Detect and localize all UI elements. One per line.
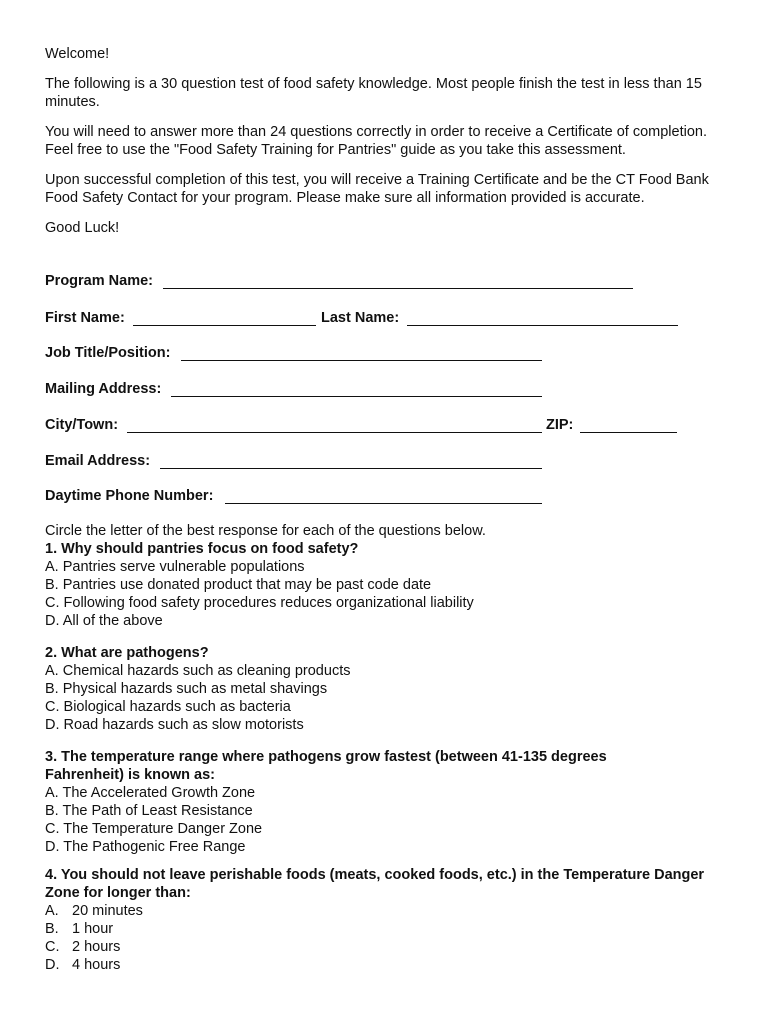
zip-underline [580,432,677,433]
phone-underline [225,503,542,504]
job-title-label: Job Title/Position: [45,345,171,361]
city-town-underline [127,432,542,433]
program-name-underline [163,288,633,289]
question-4 [45,866,705,974]
email-input[interactable] [160,452,543,468]
zip-label: ZIP: [546,417,574,433]
city-town-label: City/Town: [45,417,119,433]
first-name-underline [133,325,316,326]
option-d[interactable]: D. The Pathogenic Free Range [45,839,246,855]
intro-section [45,45,725,249]
intro-paragraph-3: Upon successful completion of this test, you will receive a Training Certificate and be the CT Food Bank Food Safety Contact for your program. Please make sure all information provided is accurate. [45,172,709,206]
mailing-address-underline [171,396,542,397]
question-title: 2. What are pathogens? [45,645,209,661]
job-title-input[interactable] [181,344,543,360]
question-title: 4. You should not leave perishable foods (meats, cooked foods, etc.) in the Temperature Danger Zone for longer than: [45,867,705,901]
option-b[interactable]: B. Physical hazards such as metal shavings [45,681,328,697]
option-a[interactable]: A. 20 minutes [45,903,143,919]
last-name-input[interactable] [407,309,679,325]
option-b[interactable]: B. The Path of Least Resistance [45,803,253,819]
option-a[interactable]: A. The Accelerated Growth Zone [45,785,256,801]
option-b[interactable]: B. Pantries use donated product that may be past code date [45,577,432,593]
mailing-address-row [45,380,545,400]
option-c[interactable]: C. Following food safety procedures reduces organizational liability [45,595,474,611]
program-name-label: Program Name: [45,273,153,289]
option-c[interactable]: C. Biological hazards such as bacteria [45,699,291,715]
mailing-address-input[interactable] [171,380,543,396]
city-town-input[interactable] [127,416,543,432]
intro-paragraph-2: You will need to answer more than 24 questions correctly in order to receive a Certificate of completion. Feel free to use the "Food Safety Training for Pantries" guide as you take this assessment. [45,124,707,158]
email-row [45,452,545,472]
first-name-label: First Name: [45,310,125,326]
name-row [45,309,685,329]
intro-paragraph-1: The following is a 30 question test of food safety knowledge. Most people finish the test in less than 15 minutes. [45,76,702,110]
program-name-row [45,272,645,292]
job-title-row [45,344,545,364]
option-d[interactable]: D. 4 hours [45,957,121,973]
question-title: 3. The temperature range where pathogens grow fastest (between 41-135 degrees Fahrenheit) is known as: [45,749,607,783]
option-b[interactable]: B. 1 hour [45,921,114,937]
first-name-input[interactable] [133,309,317,325]
option-d[interactable]: D. Road hazards such as slow motorists [45,717,304,733]
option-a[interactable]: A. Chemical hazards such as cleaning products [45,663,351,679]
last-name-underline [407,325,678,326]
job-title-underline [181,360,542,361]
last-name-label: Last Name: [321,310,400,326]
question-1 [45,522,725,630]
phone-row [45,487,545,507]
welcome-text: Welcome! [45,46,110,62]
option-d[interactable]: D. All of the above [45,613,163,629]
phone-input[interactable] [225,487,543,503]
question-3 [45,748,645,856]
program-name-input[interactable] [163,272,635,288]
zip-input[interactable] [580,416,678,432]
phone-label: Daytime Phone Number: [45,488,214,504]
city-zip-row [45,416,685,436]
email-label: Email Address: [45,453,151,469]
question-title: 1. Why should pantries focus on food safety? [45,541,359,557]
option-a[interactable]: A. Pantries serve vulnerable populations [45,559,305,575]
mailing-address-label: Mailing Address: [45,381,162,397]
instructions-text: Circle the letter of the best response for each of the questions below. [45,523,486,539]
option-c[interactable]: C. The Temperature Danger Zone [45,821,263,837]
email-underline [160,468,542,469]
good-luck-text: Good Luck! [45,220,120,236]
question-2 [45,644,725,734]
option-c[interactable]: C. 2 hours [45,939,121,955]
